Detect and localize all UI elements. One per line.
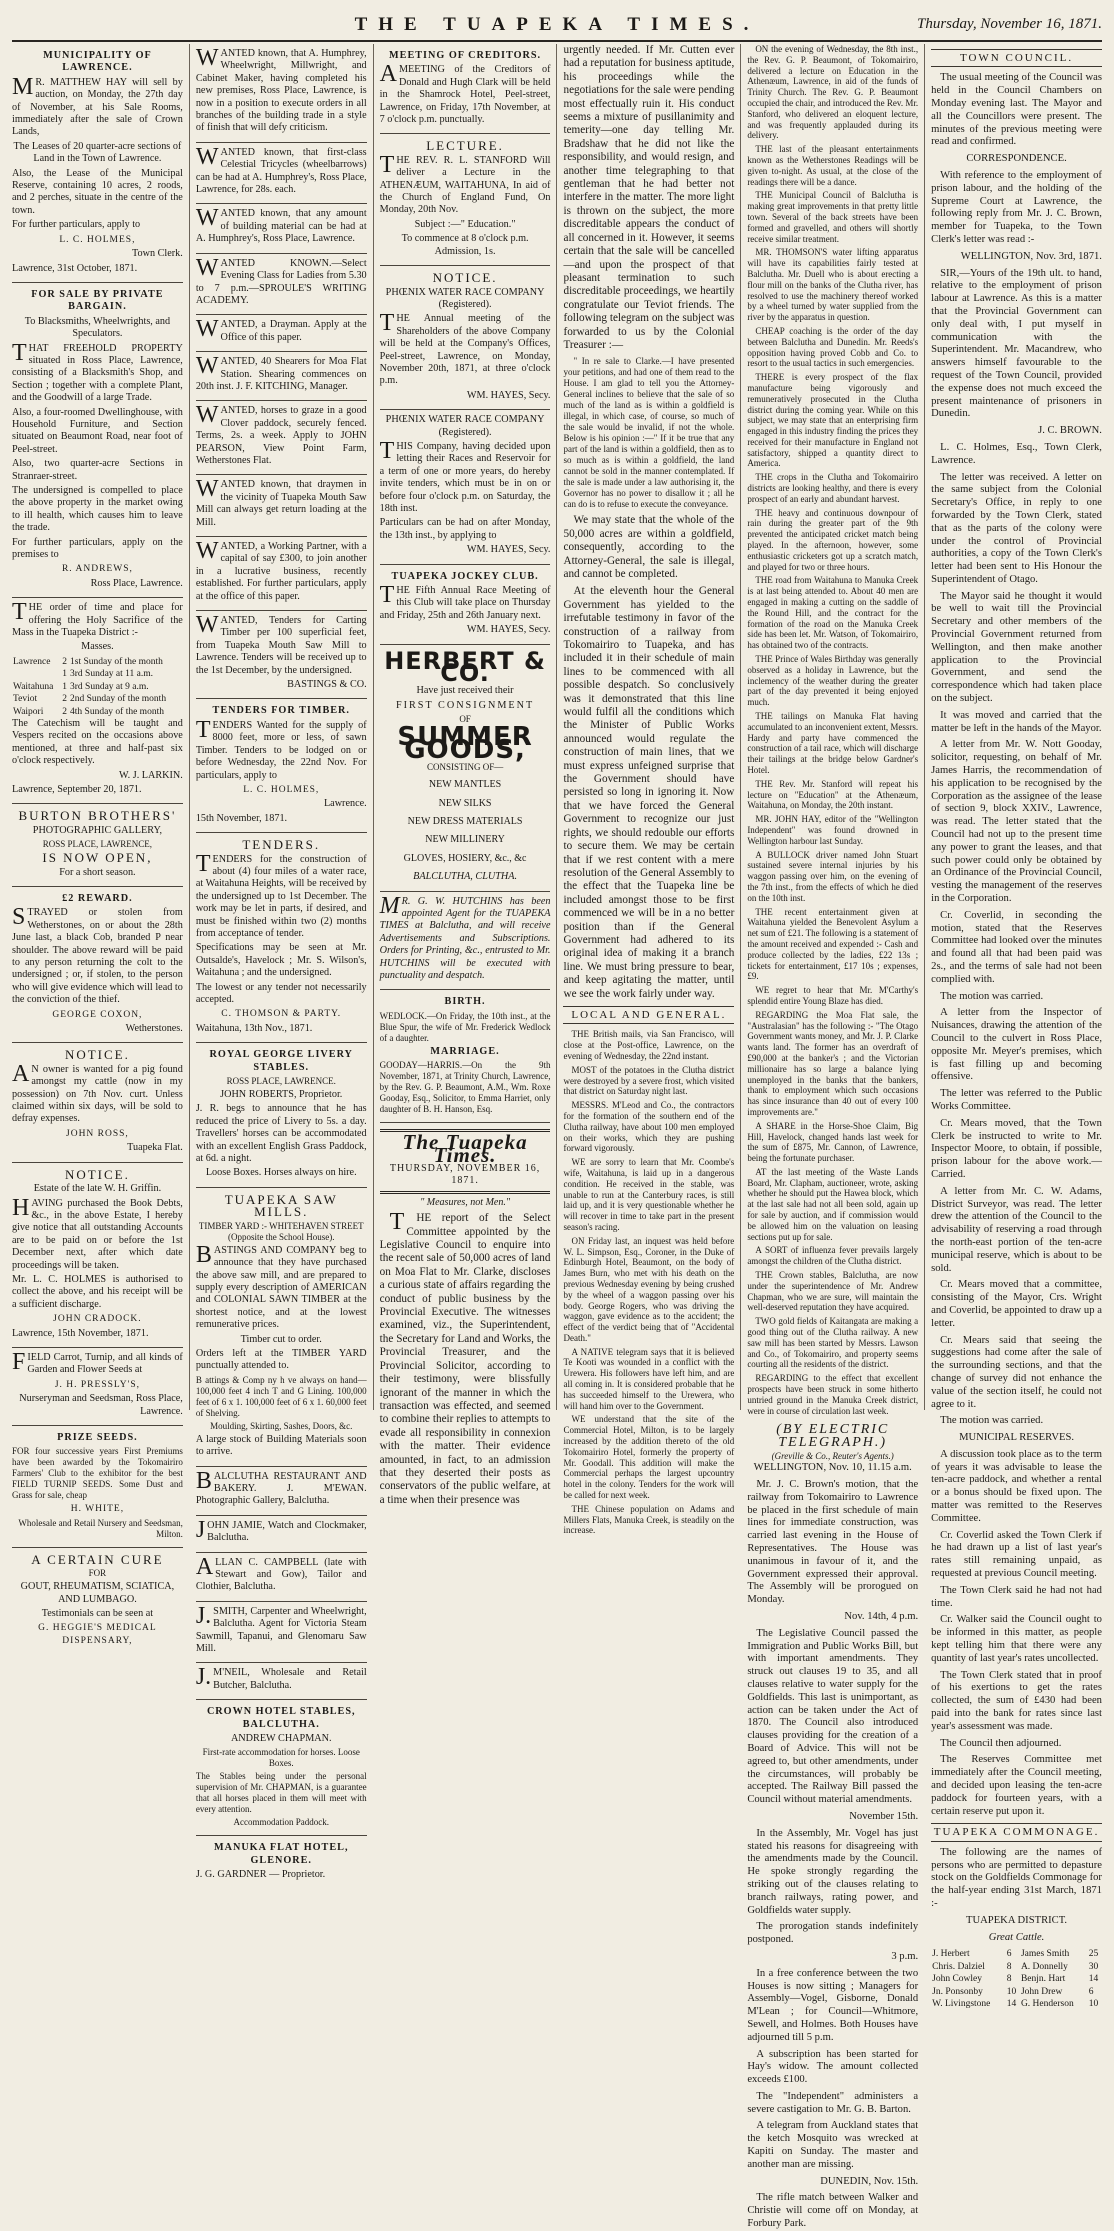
ad-body: WANTED, 40 Shearers for Moa Flat Station. Shearing commences on 20th inst. J. F. KITCHING, Manager. [195,353,367,392]
goods-item: GLOVES, HOSIERY, &c., &c [403,852,527,864]
section-heading-council: TOWN COUNCIL. [931,49,1102,67]
column-4 [556,44,740,1536]
news-item: THE heavy and continuous downpour of rain during the greater part of the 9th prevented the anticipated cricket match being played. In the afternoon, however, some enthusiastic cricketers got up a scratch match, and played for two or three hours. [747,507,919,572]
newspaper-title: THE TUAPEKA TIMES. [354,14,760,35]
ad-body: WANTED known, that first-class Celestial Tricycles (wheelbarrows) can be had at A. Humphrey's, Ross Place, Lawrence, for 28s. each. [195,143,367,196]
ad-heading: PRIZE SEEDS. [57,1432,138,1443]
ad-body: AMEETING of the Creditors of Donald and Hugh Clark will be held in the Shamrock Hotel, Peel-street, Lawrence, on Friday, 17th November, at 7 o'clock p.m. punctually. [379,61,551,126]
council-paragraph: Cr. Mears moved that a committee, consisting of the Mayor, Crs. Wright and Coverlid, be appointed to draw up a letter. [931,1279,1102,1329]
ad-body: WANTED, horses to graze in a good Clover paddock, securely fenced. Terms, 2s. a week. Apply to JOHN PEARSON, View Point Farm, Wetherstones Flat. [195,402,367,466]
dateline: Nov. 14th, 4 p.m. [844,1611,919,1622]
ad-saw-mills [196,1188,367,1467]
ad-notice-estate [12,1163,183,1348]
council-paragraph: It was moved and carried that the matter be left in the hands of the Mayor. [931,709,1102,734]
ad-body: Also, the Lease of the Municipal Reserve, containing 10 acres, 2 roods, and 2 perches, situate in the centre of the town. [12,167,183,216]
ad-notice-pig [12,1043,183,1162]
column-2 [189,44,373,1881]
column-6 [924,44,1102,2010]
ad-subheading: PHOTOGRAPHIC GALLERY, [32,824,163,836]
table-row: Waitahuna 1 3rd Sunday at 9 a.m. [13,681,149,692]
news-item: MOST of the potatoes in the Clutha district were destroyed by a severe frost, which visited that district on Saturday night last. [563,1064,735,1097]
ad-body: A large stock of Building Materials soon to arrive. [195,1433,367,1458]
ad-body: THE REV. R. L. STANFORD Will deliver a Lecture in the ATHENÆUM, WAITAHUNA, In aid of the Church of England Fund, On Monday, 20th Nov. [379,151,551,216]
telegraph-body [747,1462,918,2231]
news-item: THE Municipal Council of Balclutha is making great improvements in that pretty little town. Several of the back streets have been formed and gravelled, and others will shortly receive similar treatment. [747,190,919,244]
council-paragraph: The following are the names of persons who are permitted to depasture stock on the Goldfields Commonage for the half-year ending 31st March, 1871 :- [931,1846,1102,1909]
ad-body: Accommodation Paddock. [233,1817,329,1828]
ad-heading: NOTICE. [64,1166,130,1182]
ad-subheading: PHŒNIX WATER RACE COMPANY (Registered). [385,286,545,310]
ad-subheading: FOR [88,1568,107,1579]
council-paragraph: The usual meeting of the Council was held in the Council Chambers on Monday evening last. The Mayor and all the Councillors were present. The minutes of the previous meeting were read and confirmed. [931,72,1102,148]
council-paragraph: Cr. Coverlid asked the Town Clerk if he had drawn up a list of last year's rates still remaining unpaid, as requested at previous Council meeting. [931,1529,1102,1580]
dateline: 3 p.m. [891,1950,919,1962]
notice-body: GOODAY—HARRIS.—On the 9th November, 1871, at Trinity Church, Lawrence, by the Rev. G. P. Beaumont, A.M., Wm. Roxe Gooday, Esq., Solicitor, to Emma Harriet, only daughter of B. H. Hanson, Esq. [379,1060,551,1115]
ad-wanted [196,254,367,316]
council-paragraph: The Council then adjourned. [940,1737,1062,1749]
news-item: MR. JOHN HAY, editor of the "Wellington Independent" was found drowned in Wellington harbour last Sunday. [747,814,919,846]
news-item: MESSRS. M'Leod and Co., the contractors for the formation of the southern end of the Clutha railway, have about 100 men employed on their works, which they are pushing forward vigorously. [563,1100,735,1154]
ad-body: The undersigned is compelled to place the above property in the market owing to ill health, which causes him to leave the trade. [12,485,183,534]
table-row: Lawrence 2 1st Sunday of the month [13,656,163,667]
ad-heading: BURTON BROTHERS' [18,808,177,824]
ad-signature: C. THOMSON & PARTY. [221,1009,342,1020]
table-row: 1 3rd Sunday at 11 a.m. [62,669,154,680]
ad-body: Mr. L. C. HOLMES is authorised to collect the above, and his receipt will be a sufficient discharge. [12,1273,183,1310]
ad-signature: BASTINGS & CO. [287,679,367,691]
news-item: WE regret to hear that Mr. M'Carthy's splendid entire Young Blaze has died. [747,985,919,1006]
news-item: WE are sorry to learn that Mr. Coombe's wife, Waitahuna, is laid up in a dangerous condition. He received in the stable, was unable to run at the Canterbury races, is still laid up, and it is very questionable whether he will recover in time to take part in the present season's racing. [563,1157,735,1232]
news-item: REGARDING to the effect that excellent prospects have been struck in some hitherto untried ground in the Manuka Creek district, were in course of circulation last week. [747,1373,919,1416]
ad-body: WANTED known, that A. Humphrey, Wheelwright, Millwright, and Cabinet Maker, having completed his new premises, Ross Place, Lawrence, is now in a position to execute orders in all branches of the building trade in a style of finish that will defy criticism. [195,45,367,134]
table-row: Chris. Dalziel 8 A. Donnelly 30 [932,1961,1099,1972]
ad-body: MR. G. W. HUTCHINS has been appointed Agent for the TUAPEKA TIMES at Balclutha, and will receive Advertisements and Subscriptions. Orders for Printing, &c., entrusted to Mr. HUTCHINS will be executed with punctuality and despatch. [379,892,551,981]
ad-signature: L. C. HOLMES, [59,234,136,245]
ad-subheading: Estate of the late W. H. Griffin. [33,1183,162,1195]
ad-signature: Wetherstones. [125,1023,183,1035]
ad-body: Also, two quarter-acre Sections in Stranraer-street. [12,458,183,482]
ad-herbert-co [380,645,551,892]
council-paragraph: The letter was referred to the Public Works Committee. [931,1088,1102,1112]
ad-balclutha [196,1516,367,1553]
ad-certain-cure [12,1548,183,1654]
newspaper-page [12,44,1102,2230]
news-item: THE tailings on Manuka Flat having accumulated to an inconvenient extent, Messrs. Hardy and party have commenced the construction of a tail race, which will discharge their tailings at the bridge below Gardner's Hotel. [747,711,919,775]
local-news [563,1029,734,1536]
ad-body: THE Annual meeting of the Shareholders of the above Company will be held at the Company's Offices, Peel-street, Lawrence, on Monday, November 20th, 1871, at three o'clock p.m. [379,310,551,387]
news-item: THE road from Waitahuna to Manuka Creek is at last being attended to. About 40 men are engaged in making a cutting on the saddle of the Round Hill, and the contract for the formation of the road on the Manuka Creek side has been let. Mr. Watson, of Tokomairiro, has obtained two of the contracts. [747,575,919,651]
ad-heading: SUMMER GOODS, [397,722,533,765]
ad-body: The Stables being under the personal supervision of Mr. CHAPMAN, is a guarantee that all horses placed in them will meet with every attention. [195,1771,367,1815]
ad-signature: WM. HAYES, Secy. [466,624,551,636]
ad-seeds [12,1348,183,1426]
telegraph-paragraph: Mr. J. C. Brown's motion, that the railway from Tokomairiro to Lawrence be placed in the first schedule of main lines for immediate construction, was carried last evening in the House of Representatives. The House was unanimous in favour of it, and the Government expressed their approval. The Assembly will be prorogued on Monday. [747,1479,919,1606]
ad-heading: TENDERS. [242,837,321,853]
ad-wanted [196,401,367,475]
ad-heading: IS NOW OPEN, [42,850,153,866]
ad-subheading: ROSS PLACE, LAWRENCE. [226,1076,336,1087]
ad-manuka-hotel [196,1836,367,1888]
ad-heading: TUAPEKA SAW MILLS. [224,1191,338,1220]
telegraph-paragraph: In the Assembly, Mr. Vogel has just stated his reasons for disagreeing with the amendments made by the Council. He spoke strongly regarding the striking out of the clauses relating to branch railways, rating power, and Goldfields water supply. [747,1827,919,1916]
subsection-heading: CORRESPONDENCE. [966,153,1067,165]
ad-heading: CROWN HOTEL STABLES, BALCLUTHA. [206,1706,356,1730]
news-item: AT the last meeting of the Waste Lands Board, Mr. Clapham, auctioneer, wrote, asking whether he should put the Hawea block, which at the last sale had not all been sold, again up for sale by auction, and if commission would be allowed him on the valuation on leasing sections put up for sale. [747,1166,919,1242]
ad-body: THAT FREEHOLD PROPERTY situated in Ross Place, Lawrence, consisting of a Blacksmith's Shop, and Section ; together with a complete Plant, and the Goodwill of a large Trade. [12,339,183,404]
ad-signature: JOHN ROSS, [66,1128,129,1139]
ad-reward [12,887,183,1043]
ad-body: J.SMITH, Carpenter and Wheelwright, Balclutha. Agent for Victoria Steam Sawmill, Tapanui, and Glenomaru Saw Mill. [195,1602,367,1655]
council-paragraph: Cr. Walker said the Council ought to be informed in this matter, as people kept telling him that there were any quantity of last year's rates uncollected. [931,1614,1102,1664]
ad-signature: WM. HAYES, Secy. [466,389,551,401]
ad-signature: Lawrence. [323,798,367,810]
stock-table [931,1948,1102,2010]
masthead [12,14,1102,42]
telegraph-paragraph: The Legislative Council passed the Immigration and Public Works Bill, but with important amendments. They struck out clauses 19 to 35, and all clauses relative to water supply for the Goldfields. This last is unimportant, as action can be taken under the Act of 1870. The Council also introduced clauses providing for the creation of a Board of Advice. This will not be agreed to, but other amendments, under the circumstances, will probably be accepted. The Railway Bill passed the Council without material amendments. [747,1627,919,1806]
ad-body: B attings & Comp ny h ve always on hand— 100,000 feet 4 inch T and G Lining. 100,000 feet of 6 x 1. 100,000 feet of 6 x 1. 60,000 feet of Shelving. [195,1374,367,1418]
telegraph-paragraph: A telegram from Auckland states that the ketch Mosquito was wrecked at Kapiti on Sunday. The master and another man are missing. [747,2120,919,2170]
ad-body: WANTED, a Working Partner, with a capital of say £300, to join another in a lucrative business, recently established. For further particulars, apply at the office of this paper. [195,538,367,602]
ad-subheading: GOUT, RHEUMATISM, SCIATICA, AND LUMBAGO. [20,1581,175,1605]
ad-prize-seeds [12,1426,183,1548]
news-item: THE last of the pleasant entertainments known as the Wetherstones Readings will be given to-night. As usual, at the close of the readings there will be a dance. [747,144,919,187]
ad-crown-hotel [196,1700,367,1836]
ad-heading: TUAPEKA JOCKEY CLUB. [391,570,539,582]
ad-signature: G. HEGGIE'S MEDICAL DISPENSARY, [38,1623,157,1646]
council-paragraph: With reference to the employment of prison labour, and the holding of the Supreme Court at Lawrence, the following reply from Mr. J. C. Brown, member for Tuapeka, to the Town Clerk's letter was read :- [931,169,1102,245]
ad-body: First-rate accommodation for horses. Loose Boxes. [202,1747,360,1769]
ad-body: For further particulars, apply on the premises to [12,536,183,561]
table-row: John Cowley 8 Benjn. Hart 14 [932,1974,1099,1985]
telegraph-heading: (BY ELECTRIC TELEGRAPH.) [776,1422,890,1450]
ad-balclutha [196,1467,367,1516]
editorial-date: THURSDAY, NOVEMBER 16, 1871. [380,1163,551,1194]
subsection-heading: TUAPEKA DISTRICT. [966,1914,1068,1926]
dateline: WELLINGTON, Nov. 10, 11.15 a.m. [753,1462,912,1474]
editorial-paragraph: At the eleventh hour the General Government has yielded to the irrefutable testimony in favor of the construction of a railway from Tokomairiro to Tuapeka, and has included it in their schedule of main lines to be commenced with all possible despatch. So conclusively was it demonstrated that this line would fulfil all the conditions which the Minister of Public Works announced would regulate the construction of main lines, that we must express unfeigned surprise that the Government should have persisted so long in ignoring it. Now that we have forced the General Government to recognize our just rights, we should redouble our efforts to secure them. We may be certain that if we rest content with a mere resolution of the General Assembly to the effect that the Tuapeka line be included amongst those to be first commenced we will be in a no better position than if the General Government had adhered to its original idea of making it a branch line. We must bring pressure to bear, and keep agitating the matter, until we see the work fairly under way. [563,585,735,1000]
council-report [931,49,1102,2010]
news-item: ON Friday last, an inquest was held before W. L. Simpson, Esq., Coroner, in the Duke of Edinburgh Hotel, Beaumont, on the body of James Burn, who met with his death on the previous Wednesday evening by being crushed by the wheel of a waggon passing over his body. George Rogers, who was driving the waggon, gave evidence as to the accident; the effect of the verdict being that of "Accidental Death." [563,1235,735,1343]
ad-subheading: ANDREW CHAPMAN. [230,1733,332,1745]
ad-body: THIS Company, having decided upon letting their Races and Reservoir for a term of one or more years, do hereby invite tenders, which must be in on or before four o'clock p.m. on Saturday, the 18th inst. [379,437,551,514]
ad-body: J.M'NEIL, Wholesale and Retail Butcher, Balclutha. [195,1664,367,1691]
ad-body: For a short season. [59,866,136,878]
ad-private-bargain [12,283,183,598]
editorial-masthead: The Tuapeka Times. [380,1129,551,1161]
news-item: REGARDING the Moa Flat sale, the "Australasian" has the following :- "The Otago Government wants money, and Mr. J. P. Clarke wants land. The former has an overdraft of £90,000 at the banker's ; and the Victorian millionaire has so large a balance lying unemployed in the banks that the bankers, thank to employment which such occasions has since insurance than 40 out of every 100 improvements are." [747,1009,919,1117]
council-paragraph: A letter from the Inspector of Nuisances, drawing the attention of the Council to the culvert in Ross Place, opposite Mr. Meyer's premises, which is fast filling up and becoming offensive. [931,1007,1102,1083]
ad-body: Testimonials can be seen at [41,1608,154,1620]
goods-item: NEW MANTLES [428,779,502,791]
ad-phoenix-tenders [380,410,551,564]
ad-signature: R. ANDREWS, [61,564,133,575]
ad-signature: Wholesale and Retail Nursery and Seedsman, Milton. [18,1517,183,1539]
dateline: November 15th. [849,1810,919,1822]
telegraph-paragraph: A subscription has been started for Hay's widow. The amount collected exceeds £100. [747,2048,919,2086]
ad-signature: H. WHITE, [70,1504,125,1515]
notice-body: WEDLOCK.—On Friday, the 10th inst., at the Blue Spur, the wife of Mr. Frederick Wedlock of a daughter. [379,1010,551,1043]
council-paragraph: A discussion took place as to the term of years it was advisable to lease the ten-acre paddock, and whether a rental or a bonus should be fixed upon. The matter was remitted to the Reserves Committee. [931,1448,1102,1524]
council-paragraph: Cr. Coverlid, in seconding the motion, stated that the Reserves Committee had looked over the minutes and found all that had been paid was 2s., and the terms of sale had not been complied with. [931,909,1102,985]
section-heading-local: LOCAL AND GENERAL. [563,1006,734,1024]
council-paragraph: The Town Clerk said he had not had time. [931,1584,1102,1609]
brand-logo-text: HERBERT & CO. [384,646,546,688]
birth-marriage-notices [380,990,551,1123]
ad-tenders-timber [196,699,367,833]
ad-subheading: CONSISTING OF— [426,762,504,773]
ad-body: WANTED, a Drayman. Apply at the Office of this paper. [195,316,367,343]
council-paragraph: Cr. Mears moved, that the Town Clerk be instructed to write to Mr. Inspector Moore, to obtain, if possible, prison labour for the above work.—Carried. [931,1117,1102,1180]
ad-jockey-club [380,565,551,645]
ad-heading: LECTURE. [426,138,504,154]
ad-signature: WM. HAYES, Secy. [466,544,551,556]
goods-item: NEW MILLINERY [425,834,505,846]
ad-heading: TENDERS FOR TIMBER. [212,705,350,717]
ad-subheading: FIRST CONSIGNMENT [395,699,535,711]
ad-subheading: OF [459,714,471,725]
ad-burton-brothers [12,804,183,887]
mass-table [12,656,183,718]
telegraph-paragraph: In a free conference between the two Houses is now sitting ; Managers for Assembly—Vogel, Gisborne, Donald M'Lean ; for Council—Whitmore, Sewell, and Holmes. Both Houses have adjourned till 5 p.m. [747,1967,919,2043]
ad-wanted [196,611,367,699]
ad-heading: MANUKA FLAT HOTEL, GLENORE. [213,1842,349,1866]
ad-body: WANTED, Tenders for Carting Timber per 100 superficial feet, from Tuapeka Mouth Saw Mill to Lawrence. Tenders will be received up to the 1st December, by the undersigned. [195,612,367,676]
ad-body: MR. MATTHEW HAY will sell by auction, on Monday, the 27th day of November, at his Sale Rooms, immediately after the sale of Crown Lands, [12,73,183,138]
news-item: ON the evening of Wednesday, the 8th inst., the Rev. G. P. Beaumont, of Tokomairiro, delivered a lecture on Education in the Athenæum, Lawrence, in aid of the funds of Trinity Church. The Rev. G. P. Beaumont occupied the chair, and introduced the Rev. Mr. Stanford, who delivered an eloquent lecture, and was frequently applauded during its delivery. [747,44,919,141]
subsection-heading: MUNICIPAL RESERVES. [959,1432,1075,1444]
editorial-body [379,1209,551,1507]
council-paragraph: Cr. Mears said that seeing the suggestions had come after the sale of the surrounding sections, and that the change of survey did not enhance the value of the section itself, he could not agree to it. [931,1334,1102,1410]
telegraph-paragraph: The prorogation stands indefinitely postponed. [747,1921,919,1946]
ad-heading: MUNICIPALITY OF LAWRENCE. [43,50,152,74]
local-news-continued [747,44,918,1416]
ad-signature: Nurseryman and Seedsman, Ross Place, Lawrence. [19,1393,183,1417]
letter-signature: J. C. BROWN. [1038,425,1102,437]
news-item: A SORT of influenza fever prevails largely amongst the children of the Clutha district. [747,1245,919,1267]
column-3 [373,44,557,1506]
ad-signature: Town Clerk. [132,248,183,260]
news-item: THE Prince of Wales Birthday was generally observed as a holiday in Lawrence, but the inclemency of the weather during the greater part of the day prevented it being enjoyed much. [747,654,919,708]
ad-wanted [196,44,367,143]
table-row: Waipori 2 4th Sunday of the month [13,706,164,717]
ad-balclutha [196,1553,367,1602]
goods-item: NEW SILKS [438,797,492,809]
council-paragraph: The Mayor said he thought it would be well to wait till the Provincial Secretary and other members of the Provincial Government returned from Wellington, and then make another application to the Provincial Government, and send the correspondence which had taken place on the subject. [931,590,1102,705]
ad-municipality [12,44,183,283]
dateline: DUNEDIN, Nov. 15th. [820,2175,919,2187]
table-row: W. Livingstone 14 G. Henderson 10 [932,1999,1099,2010]
ad-subheading: ROSS PLACE, LAWRENCE, [42,839,153,850]
news-item: WE understand that the site of the Commercial Hotel, Milton, is to be largely increased by the addition thereto of the old Tokomairiro Hotel, formerly the property of Mr. Goodall. This addition will make the Commercial perhaps the largest upcountry hotel in the colony. Tenders for the work will be called for next week. [563,1414,735,1501]
ad-mass-schedule [12,598,183,804]
column-1 [12,44,189,1646]
ad-body: Loose Boxes. Horses always on hire. [205,1167,357,1179]
ad-date: Lawrence, 31st October, 1871. [12,262,138,274]
ad-signature: J. G. GARDNER — Proprietor. [195,1869,326,1881]
ad-wanted [196,143,367,205]
ad-signature: Tuapeka Flat. [127,1142,183,1154]
ad-body: THE order of time and place for offering the Holy Sacrifice of the Mass in the Tuapeka District :- [12,599,183,639]
column-5 [740,44,924,2230]
section-heading-commonage: TUAPEKA COMMONAGE. [931,1823,1102,1841]
ad-tenders [196,833,367,1043]
council-paragraph: The Reserves Committee met immediately after the Council meeting, and decided upon leasing the ten-acre paddock for fourteen years, with a certain reserve put upon it. [931,1754,1102,1817]
news-item: TWO gold fields of Kaitangata are making a good thing out of the Clutha railway. A new saw mill has been started by Messrs. Lawson and Co., of Tokomairiro, and property seems courting all the residents of the district. [747,1316,919,1370]
telegraph-subheading: (Greville & Co., Reuter's Agents.) [771,1451,894,1462]
ad-signature: GEORGE COXON, [52,1009,143,1020]
council-paragraph: SIR,—Yours of the 19th ult. to hand, relative to the employment of prison labour at Lawrence. As this is a matter that the Provincial Government can only deal with, I put myself in communication with the Superintendent. Mr. Macandrew, who answers himself favourable to the request of the Town Council, provided the expense does not much exceed the present maintenance of prisoners in Dunedin. [931,267,1102,420]
editorial-paragraph: urgently needed. If Mr. Cutten ever had a reputation for business aptitude, his proceedings while the negotiations for the sale were pending most effectually ruin it. His conduct seems a mixture of pusillanimity and temerity—one day telling Mr. Bradshaw that he did not like the responsibility, and would resign, and another time telegraphing to that gentleman that he had better not interfere in the matter. The more light is thrown on the subject, the more discreditable appears the conduct of all concerned in it. However, it seems certain that the sale will be cancelled—and upon the prospect of that pleasant termination to such discreditable proceedings, we heartily congratulate our Teviot friends. The following telegram on the subject was forwarded to us by the Colonial Treasurer :— [563,44,735,351]
ad-creditors [380,44,551,134]
ad-body: THE Fifth Annual Race Meeting of this Club will take place on Thursday and Friday, 25th and 26th January next. [379,582,551,621]
editorial-paragraph: We may state that the whole of the 50,000 acres are within a goldfield, consequently, according to the Attorney-General, the sale is illegal, and cannot be completed. [563,514,735,580]
ad-wanted [196,204,367,253]
ad-body: The Leases of 20 quarter-acre sections of Land in the Town of Lawrence. [13,140,182,165]
subsection-heading: Great Cattle. [988,1931,1045,1943]
ad-body: Have just received their [416,685,514,697]
ad-subheading: To Blacksmiths, Wheelwrights, and Speculators. [24,315,171,340]
ad-livery-stables [196,1043,367,1188]
ad-body: AN owner is wanted for a pig found amongst my cattle (now in my possession) on 7th Nov. curt. Unless claimed within six days, will be sold to defray expenses. [12,1060,183,1125]
ad-heading: MEETING OF CREDITORS. [389,50,542,61]
dateline: WELLINGTON, Nov. 3rd, 1871. [960,250,1102,262]
ad-subheading: JOHN ROBERTS, Proprietor. [220,1089,343,1101]
ad-body: The Catechism will be taught and Vespers recited on the occasions above mentioned, at three and half-past six o'clock respectively. [12,717,183,767]
ad-body: WANTED known, that draymen in the vicinity of Tuapeka Mouth Saw Mill can always get return loading at the Mill. [195,476,367,528]
ad-body: BASTINGS AND COMPANY beg to announce that they have purchased the above saw mill, and are prepared to supply every description of AMERICAN and COLONIAL SAWN TIMBER at the shortest notice, and at the lowest remunerative prices. [195,1241,367,1331]
ad-wanted [196,475,367,537]
news-item: THERE is every prospect of the flax manufacture being vigorously and remuneratively prosecuted in the Clutha district during the coming year. While on this subject, we may state that an enterprising firm engaged in this industry finding the prices they received for their manufacture in England not satisfactory, shipped a quantity direct to America. [747,372,919,469]
council-paragraph: The motion was carried. [940,990,1044,1002]
ad-wanted [196,537,367,611]
news-item: CHEAP coaching is the order of the day between Balclutha and Dunedin. Mr. Reeds's opposition having proved Cobb and Co. to resort to the usual tactics in such emergencies. [747,325,919,369]
telegraph-paragraph: The "Independent" administers a severe castigation to Mr. G. B. Barton. [747,2090,919,2115]
council-paragraph: The Town Clerk stated that in proof of his exertions to get the rates collected, the sum of £430 had been paid into the bank for rates since last year's assessment was made. [931,1669,1102,1732]
ad-body: JOHN JAMIE, Watch and Clockmaker, Balclutha. [195,1516,367,1544]
ad-heading: £2 REWARD. [62,892,133,904]
ad-body: Orders left at the TIMBER YARD punctually attended to. [195,1347,367,1372]
table-row: Teviot 2 2nd Sunday of the month [13,694,167,705]
ad-lecture [380,134,551,266]
council-paragraph: A letter from Mr. C. W. Adams, District Surveyor, was read. The letter drew the attention of the Council to the advisability of reserving a road through the north-east portion of the ten-acre municipal reserve, which is about to be sold. [931,1185,1102,1274]
ad-wanted [196,315,367,352]
ad-heading: NOTICE. [432,270,498,286]
ad-body: TENDERS Wanted for the supply of 8000 feet, more or less, of sawn Timber. Tenders to be lodged on or before Wednesday, the 22nd Nov. For particulars, apply to [195,716,367,781]
news-item: THE Rev. Mr. Stanford will repeat his lecture on "Education" at the Athenæum, Waitahuna, on Monday, the 20th instant. [747,778,919,811]
ad-signature: J. H. PRESSLY'S, [54,1379,140,1390]
ad-signature: Proprietor. [281,1869,326,1881]
ad-body: WANTED KNOWN.—Select Evening Class for Ladies from 5.30 to 7 p.m.—SPROULE'S WRITING ACADEMY. [195,254,367,306]
editorial-quote: " In re sale to Clarke.—I have presented your petitions, and had one of them read to the House. I am glad to tell you the Attorney-General inclines to believe that the sale of so much of the land as is within a goldfield is illegal, in which case, of course, so much of the sale would be invalid, if not the whole. Below is his opinion :—" If it be true that any part of the land is within a goldfield, then as to so much as is within a goldfield, the land cannot be sold in the manner contemplated. If the sale is made under a law authorising it, the Governor has no power to disallow it ; all he can do is to refuse to execute the conveyance. [563,356,735,510]
section-heading: BIRTH. [444,996,486,1008]
ad-wanted [196,352,367,401]
ad-subheading: PHŒNIX WATER RACE COMPANY (Registered). [385,414,545,438]
ad-body: WANTED known, that any amount of building material can be had at A. Humphrey's, Ross Place, Lawrence. [195,205,367,245]
ad-body: FIELD Carrot, Turnip, and all kinds of Garden and Flower Seeds at [12,1348,183,1376]
news-item: THE recent entertainment given at Waitahuna yielded the Benevolent Asylum a net sum of £21. The following is a statement of the amount received and expended :- Cash and produce collected by the ladies, £22 13s ; tickets for entertainment, £17 10s ; expenses, £9. [747,906,919,982]
news-item: THE British mails, via San Francisco, will close at the Post-office, Lawrence, on the evening of Wednesday, the 22nd instant. [563,1029,735,1061]
ad-date: Waitahuna, 13th Nov., 1871. [195,1022,313,1034]
ad-body: J. R. begs to announce that he has reduced the price of Livery to 5s. a day. Travellers' horses can be accommodated with an excellent English Grass Paddock, at 6d. a night. [195,1103,367,1165]
ad-body: ALLAN C. CAMPBELL (late with Stewart and Gow), Tailor and Clothier, Balclutha. [195,1553,367,1593]
ad-body: BALCLUTHA, CLUTHA. [413,871,518,883]
ad-date: Lawrence, September 20, 1871. [12,783,142,795]
ad-body: Timber cut to order. [240,1333,322,1345]
ad-signature: W. J. LARKIN. [118,769,183,781]
ad-body: TENDERS for the construction of about (4) four miles of a water race, at Waitahuna Heights, will be received by the undersigned up to 1st December. The work may be let in parts, if desired, and must be finished within two (2) months from acceptance of tender. [195,850,367,939]
issue-date: Thursday, November 16, 1871. [917,16,1102,32]
ad-body: HAVING purchased the Book Debts, &c., in the above Estate, I hereby give notice that all outstanding Accounts are to be paid on or before the 1st December next, after which date proceedings will be taken. [12,1194,183,1271]
news-item: A NATIVE telegram says that it is believed Te Kooti was wounded in a conflict with the Urewera. His followers have left him, and are all coming in. It is considered probable that he has succeeded himself to the Urewera, who will hand him over to the Government. [563,1346,735,1411]
ad-agent [380,892,551,991]
council-paragraph: A letter from Mr. W. Nott Gooday, solicitor, requesting, on behalf of Mr. James Harris, the recommendation of his application to be recognised by the Corporation as the assignee of the lease of section 9, block XXIV., Lawrence, was read. The letter stated that the Council had not up to the present time any power to grant the leases, and that such power could only be obtained by an Ordinance of the Provincial Council, vesting the management of the reserves in the Corporation. [931,739,1102,905]
news-item: A BULLOCK driver named John Stuart sustained severe internal injuries by his waggon passing over him, on the evening of the 7th inst., from the effects of which he died on the 10th inst. [747,849,919,903]
ad-subheading: Masses. [81,641,114,653]
ad-heading: A CERTAIN CURE [31,1551,164,1567]
news-item: A SHARE in the Horse-Shoe Claim, Big Hill, Havelock, changed hands last week for the sum of £875, Mr. Cannon, of Lawrence, being the fortunate purchaser. [747,1120,919,1164]
editorial-motto: " Measures, not Men." [420,1196,511,1208]
ad-body: The lowest or any tender not necessarily accepted. [195,981,367,1005]
news-item: THE Crown stables, Balclutha, are now under the superintendence of Mr. Andrew Chapman, who we are sure, will maintain the well-deserved reputation they have acquired. [747,1270,919,1313]
ad-date: 15th November, 1871. [195,812,288,824]
ad-signature: J. G. GARDNER [195,1869,267,1881]
ad-body: Moulding, Skirting, Sashes, Doors, &c. [210,1420,353,1431]
ad-body: Subject :—" Education." [414,218,516,230]
ad-body: Particulars can be had on after Monday, the 13th inst., by applying to [379,517,551,541]
ad-signature: L. C. HOLMES, [243,784,320,795]
ad-body: To commence at 8 o'clock p.m. Admission, 1s. [401,233,529,257]
ad-subheading: TIMBER YARD :- WHITEHAVEN STREET (Opposite the School House). [198,1220,364,1242]
council-paragraph: The letter was received. A letter on the same subject from the Colonial Secretary's Office, in reply to one forwarded by the Town Clerk, stated that as the parts of the colony were under the control of Provincial authorities, a copy of the Town Clerk's letter had been sent to His Honour the Superintendent of Otago. [931,471,1102,585]
news-item: MR. THOMSON'S water lifting apparatus will have its capabilities fairly tested at Balclutha. Mr. Duell who is about erecting a flour mill on the banks of the Clutha river, has resolved to use the machinery thereof worked by a wheel turned by water supplied from the river by the apparatus in question. [747,247,919,323]
ad-heading: FOR SALE BY PRIVATE BARGAIN. [31,288,164,313]
editorial-paragraph: THE report of the Select Committee appointed by the Legislative Council to enquire into the recent sale of 50,000 acres of land on Moa Flat to Mr. Clarke, discloses a curious state of affairs regarding the conduct of public business by the Provincial Executive. The witnesses examined, viz., the Superintendent, the Secretary for Land and Works, the Provincial Treasurer, and the Provincial Solicitor, according to their testimony, were blissfully ignorant of the manner in which the transaction was effected, and seemed to combine their replies to attempts to evade all responsibility in connexion with the matter. Their evidence amounted, in fact, to an admission that they deserted their posts as conservators of the public welfare, at a time when their presence was [379,1209,551,1506]
ad-heading: NOTICE. [64,1047,130,1063]
ad-balclutha [196,1602,367,1664]
ad-signature: JOHN CRADOCK. [53,1314,142,1325]
news-item: THE crops in the Clutha and Tokomairiro districts are looking healthy, and there is every prospect of an early and abundant harvest. [747,472,919,504]
telegraph-paragraph: The rifle match between Walker and Christie will come off on Monday, at Forbury Park. [747,2192,919,2230]
ad-body: Also, a four-roomed Dwellinghouse, with Household Furniture, and Section situated on Beaumont Road, near foot of Peel-street. [12,406,183,455]
ad-date: Lawrence, 15th November, 1871. [12,1327,149,1339]
ad-body: BALCLUTHA RESTAURANT AND BAKERY. J. M'EWAN. Photographic Gallery, Balclutha. [195,1467,367,1507]
ad-body: For further particulars, apply to [12,219,141,231]
ad-heading: ROYAL GEORGE LIVERY STABLES. [209,1049,353,1073]
news-item: THE Chinese population on Adams and Millers Flats, Manuka Creek, is steadily on the increase. [563,1503,735,1536]
section-heading: MARRIAGE. [430,1045,500,1057]
council-paragraph: The motion was carried. [940,1415,1044,1427]
table-row: J. Herbert 6 James Smith 25 [932,1949,1099,1960]
ad-body: Specifications may be seen at Mr. Outsalde's, Havelock ; Mr. S. Wilson's, Waitahuna ; and the undersigned. [195,942,367,979]
ad-balclutha [196,1663,367,1700]
ad-signature: Ross Place, Lawrence. [90,577,183,589]
ad-phoenix-notice [380,266,551,410]
table-row: Jn. Ponsonby 10 John Drew 6 [932,1986,1094,1997]
ad-body: FOR four successive years First Premiums have been awarded by the Tokomairiro Farmers' Club to the exhibitor for the best FIELD TURNIP SEEDS. Some Dust and Grass for sale, cheap [12,1446,183,1501]
goods-item: NEW DRESS MATERIALS [407,815,523,827]
ad-body: STRAYED or stolen from Wetherstones, on or about the 28th June last, a black Cob, branded P near shoulder. The above reward will be paid to any person returning the colt to the undersigned ; or, if stolen, to the person who will give evidence which will lead to the conviction of the thief. [12,904,183,1006]
editorial-continued [563,44,734,1001]
letter-addressee: L. C. Holmes, Esq., Town Clerk, Lawrence. [931,441,1102,466]
